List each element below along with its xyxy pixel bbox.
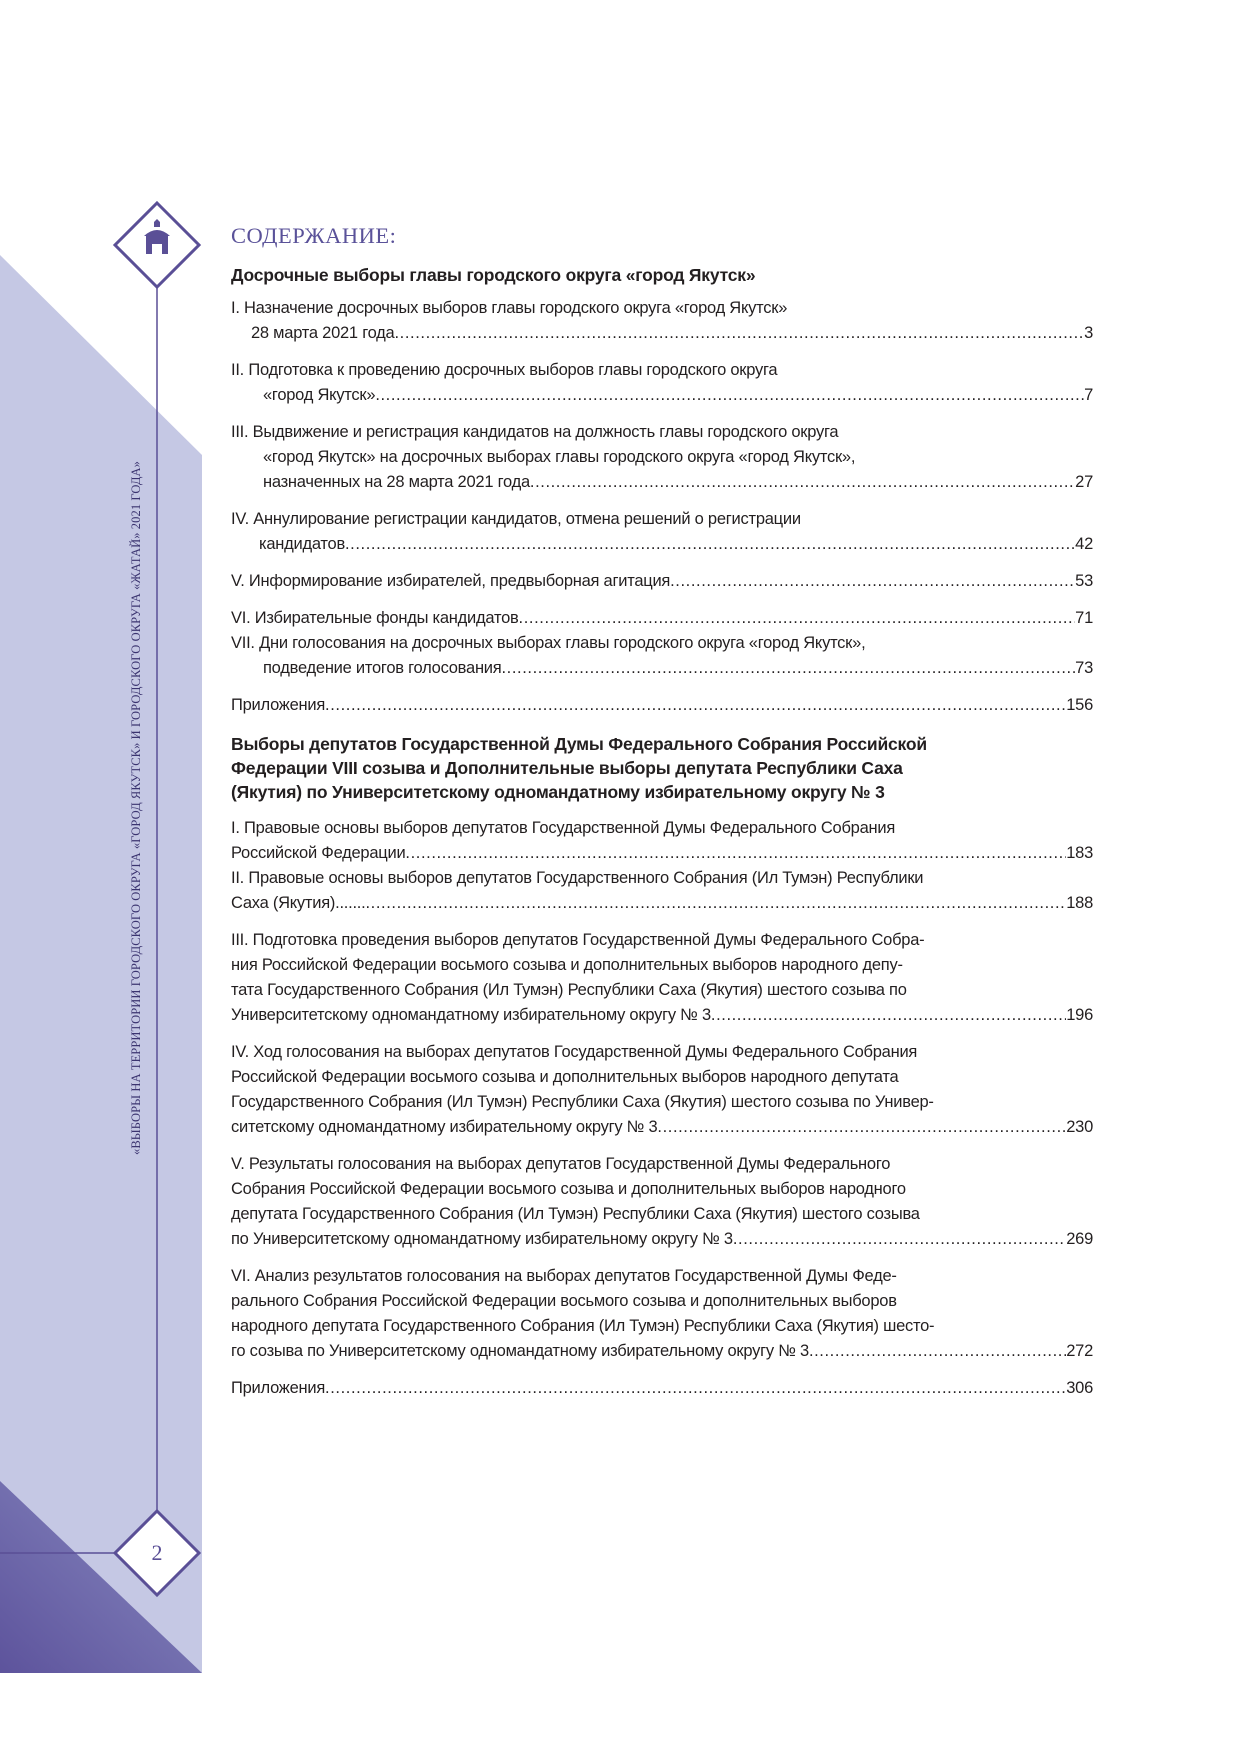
entry-line: Российской Федерации восьмого созыва и дополнительных выборов народного депутата — [231, 1068, 899, 1086]
section-heading: Досрочные выборы главы городского округа «город Якутск» — [231, 265, 756, 285]
entry-line: III. Подготовка проведения выборов депутатов Государственной Думы Федерального Собра- — [231, 931, 925, 949]
dot-leader — [325, 693, 1066, 718]
dot-leader — [519, 606, 1076, 631]
entry-text: 28 марта 2021 года — [251, 324, 395, 342]
toc-section-1 — [231, 263, 1093, 718]
entry-line: Государственного Собрания (Ил Тумэн) Республики Саха (Якутия) шестого созыва по Универ- — [231, 1093, 934, 1111]
entry-line: II. Подготовка к проведению досрочных выборов главы городского округа — [231, 361, 778, 379]
dot-leader — [809, 1339, 1066, 1364]
entry-text: подведение итогов голосования — [263, 659, 502, 677]
page-ref: 230 — [1066, 1118, 1093, 1136]
entry-text: назначенных на 28 марта 2021 года — [263, 473, 530, 491]
entry-leader-line — [231, 1227, 1093, 1252]
page-ref: 3 — [1084, 324, 1093, 342]
entry-leader-line — [231, 569, 1093, 594]
toc-entry[interactable] — [231, 507, 1093, 557]
entry-line: I. Правовые основы выборов депутатов Государственной Думы Федерального Собрания — [231, 819, 896, 837]
entry-line: тата Государственного Собрания (Ил Тумэн) Республики Саха (Якутия) шестого созыва по — [231, 981, 907, 999]
page-ref: 53 — [1075, 572, 1093, 590]
entry-line: II. Правовые основы выборов депутатов Государственного Собрания (Ил Тумэн) Республики — [231, 869, 924, 887]
entry-text: Российской Федерации — [231, 844, 406, 862]
dot-leader — [733, 1227, 1066, 1252]
entry-leader-line — [231, 470, 1093, 495]
top-diamond — [115, 203, 199, 287]
entry-leader-line — [231, 532, 1093, 557]
toc-entry[interactable] — [231, 358, 1093, 408]
page-ref: 272 — [1066, 1342, 1093, 1360]
dot-leader — [325, 1376, 1066, 1401]
page-ref: 42 — [1075, 535, 1093, 553]
entry-text: Приложения — [231, 696, 326, 714]
entry-text: VI. Избирательные фонды кандидатов — [231, 609, 519, 627]
toc-entry[interactable] — [231, 816, 1093, 866]
toc-entry[interactable] — [231, 693, 1093, 718]
entry-text: ситетскому одномандатному избирательному округу № 3 — [231, 1118, 658, 1136]
toc-entry[interactable] — [231, 1264, 1093, 1364]
running-title: «ВЫБОРЫ НА ТЕРРИТОРИИ ГОРОДСКОГО ОКРУГА «ГОРОД ЯКУТСК» И ГОРОДСКОГО ОКРУГА «ЖАТАЙ» 2021 ГОДА» — [129, 460, 143, 1156]
entry-line: «город Якутск» на досрочных выборах главы городского округа «город Якутск», — [263, 448, 856, 466]
entry-line: IV. Ход голосования на выборах депутатов Государственной Думы Федерального Собрания — [231, 1043, 918, 1061]
entry-leader-line — [231, 321, 1093, 346]
entry-line: народного депутата Государственного Собрания (Ил Тумэн) Республики Саха (Якутия) шесто- — [231, 1317, 935, 1335]
dot-leader — [530, 470, 1075, 495]
page-ref: 7 — [1084, 386, 1093, 404]
toc-entry[interactable] — [231, 1152, 1093, 1252]
entry-leader-line — [231, 383, 1093, 408]
dot-leader — [405, 841, 1066, 866]
dot-leader — [345, 532, 1075, 557]
heading-line: (Якутия) по Университетскому одномандатному избирательному округу № 3 — [231, 782, 885, 802]
entry-leader-line — [231, 841, 1093, 866]
page-ref: 156 — [1066, 696, 1093, 714]
entry-line: депутата Государственного Собрания (Ил Тумэн) Республики Саха (Якутия) шестого созыва — [231, 1205, 920, 1223]
entry-line: ния Российской Федерации восьмого созыва и дополнительных выборов народного депу- — [231, 956, 903, 974]
light-band — [0, 255, 202, 1673]
page-ref: 71 — [1075, 609, 1093, 627]
dot-leader — [394, 321, 1084, 346]
dot-leader — [375, 383, 1084, 408]
toc-entry[interactable] — [231, 1040, 1093, 1140]
toc-entry[interactable] — [231, 569, 1093, 594]
entry-line: V. Результаты голосования на выборах депутатов Государственной Думы Федерального — [231, 1155, 891, 1173]
entry-text: го созыва по Университетскому одномандатному избирательному округу № 3 — [231, 1342, 809, 1360]
entry-line: I. Назначение досрочных выборов главы городского округа «город Якутск» — [231, 299, 788, 317]
entry-text: Приложения — [231, 1379, 326, 1397]
entry-text: кандидатов — [259, 535, 345, 553]
toc-title: СОДЕРЖАНИЕ: — [231, 223, 397, 248]
entry-line: Собрания Российской Федерации восьмого созыва и дополнительных выборов народного — [231, 1180, 906, 1198]
entry-text: V. Информирование избирателей, предвыборная агитация — [231, 572, 671, 590]
entry-line: рального Собрания Российской Федерации восьмого созыва и дополнительных выборов — [231, 1292, 897, 1310]
page-ref: 27 — [1075, 473, 1093, 491]
entry-leader-line — [231, 693, 1093, 718]
entry-text: Университетскому одномандатному избирательному округу № 3 — [231, 1006, 711, 1024]
page-ref: 196 — [1066, 1006, 1093, 1024]
page-ref: 269 — [1066, 1230, 1093, 1248]
dot-leader — [501, 656, 1075, 681]
entry-leader-line — [231, 1003, 1093, 1028]
entry-leader-line — [231, 1115, 1093, 1140]
entry-leader-line — [231, 1339, 1093, 1364]
entry-leader-line — [231, 656, 1093, 681]
entry-text: «город Якутск» — [263, 386, 376, 404]
entry-leader-line — [231, 606, 1093, 631]
entry-line: VII. Дни голосования на досрочных выборах главы городского округа «город Якутск», — [231, 634, 866, 652]
toc-entry[interactable] — [231, 606, 1093, 631]
page-ref: 183 — [1066, 844, 1093, 862]
dot-leader — [670, 569, 1075, 594]
toc-entry[interactable] — [231, 296, 1093, 346]
toc-entry[interactable] — [231, 928, 1093, 1028]
table-of-contents — [231, 222, 1093, 1401]
section-heading — [231, 732, 1093, 804]
heading-line: Выборы депутатов Государственной Думы Федерального Собрания Российской — [231, 734, 927, 754]
entry-text: по Университетскому одномандатному избирательному округу № 3 — [231, 1230, 733, 1248]
page-ref: 73 — [1075, 659, 1093, 677]
page-number: 2 — [151, 1540, 163, 1565]
page-ref: 188 — [1066, 894, 1093, 912]
entry-line: III. Выдвижение и регистрация кандидатов на должность главы городского округа — [231, 423, 839, 441]
toc-entry[interactable] — [231, 866, 1093, 916]
toc-section-2 — [231, 732, 1093, 1401]
entry-leader-line — [231, 1376, 1093, 1401]
entry-leader-line — [231, 891, 1093, 916]
toc-entry[interactable] — [231, 631, 1093, 681]
heading-line: Федерации VIII созыва и Дополнительные выборы депутата Республики Саха — [231, 758, 903, 778]
dot-leader — [365, 891, 1066, 916]
entry-line: VI. Анализ результатов голосования на выборах депутатов Государственной Думы Феде- — [231, 1267, 897, 1285]
dot-leader — [711, 1003, 1066, 1028]
toc-entry[interactable] — [231, 420, 1093, 495]
entry-line: IV. Аннулирование регистрации кандидатов, отмена решений о регистрации — [231, 510, 801, 528]
toc-entry[interactable] — [231, 1376, 1093, 1401]
entry-text: Саха (Якутия)....... — [231, 894, 366, 912]
page-ref: 306 — [1066, 1379, 1093, 1397]
dot-leader — [657, 1115, 1066, 1140]
